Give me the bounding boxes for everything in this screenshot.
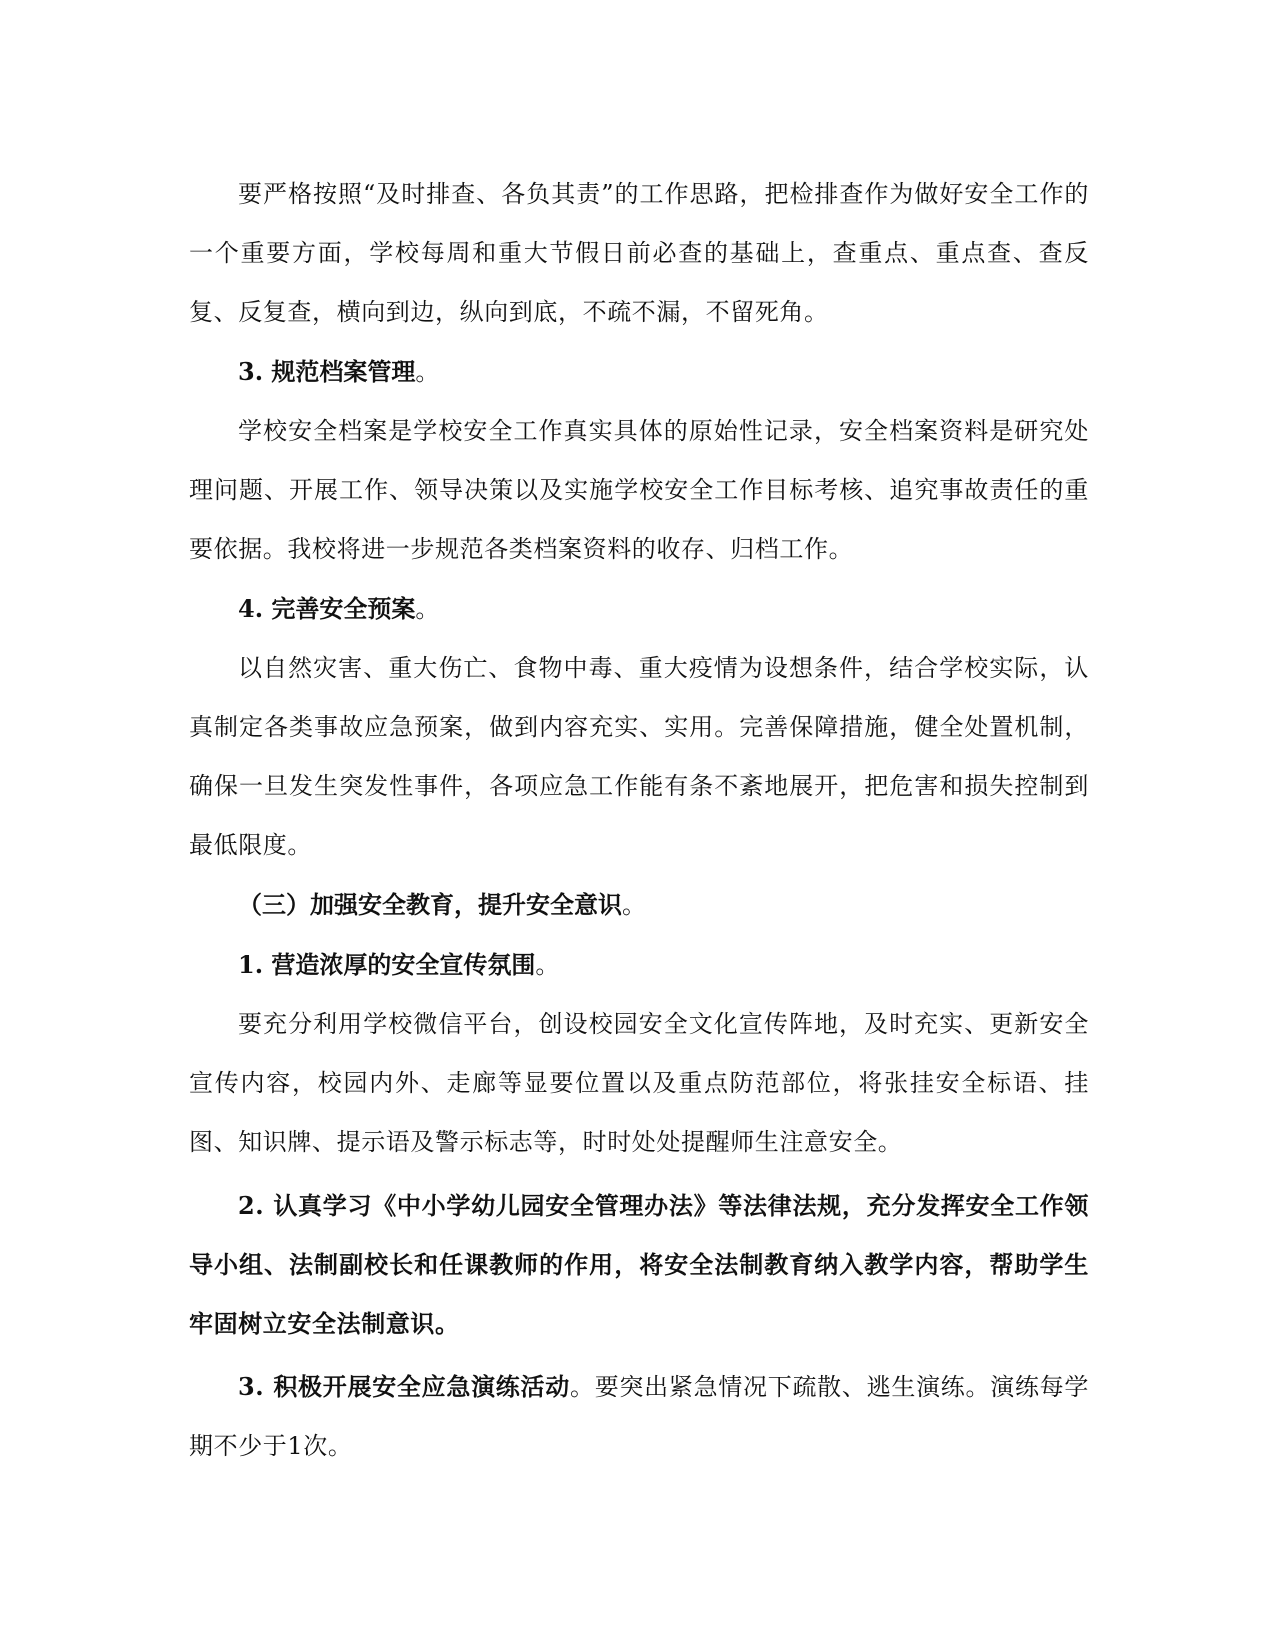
heading-safety-plan-punct: 。 — [415, 595, 440, 623]
section-heading-safety-education — [189, 875, 1089, 935]
paragraph-emergency-drill-text: 。要突出紧急情况下疏散、逃生演练。演练每学期不少于1次。 — [189, 1373, 1089, 1460]
heading-safety-plan — [189, 579, 1089, 639]
heading-safety-atmosphere-title: 1. 营造浓厚的安全宣传氛围 — [238, 950, 536, 979]
heading-safety-plan-title: 4. 完善安全预案 — [238, 594, 416, 623]
paragraph-emergency-drill-title: 3. 积极开展安全应急演练活动 — [238, 1372, 570, 1401]
paragraph-inspection: 要严格按照“及时排查、各负其责”的工作思路，把检排查作为做好安全工作的一个重要方面，学校每周和重大节假日前必查的基础上，查重点、重点查、查反复、反复查，横向到边，纵向到底，不疏不漏，不留死角。 — [189, 180, 1089, 326]
heading-archive-management-title: 3. 规范档案管理 — [238, 357, 416, 386]
paragraph-emergency-drill — [189, 1357, 1089, 1476]
paragraph-safety-plan: 以自然灾害、重大伤亡、食物中毒、重大疫情为设想条件，结合学校实际，认真制定各类事故应急预案，做到内容充实、实用。完善保障措施，健全处置机制，确保一旦发生突发性事件，各项应急工作能有条不紊地展开，把危害和损失控制到最低限度。 — [189, 654, 1089, 859]
paragraph-publicity: 要充分利用学校微信平台，创设校园安全文化宣传阵地，及时充实、更新安全宣传内容，校园内外、走廊等显要位置以及重点防范部位，将张挂安全标语、挂图、知识牌、提示语及警示标志等，时时处处提醒师生注意安全。 — [189, 1010, 1089, 1156]
section-heading-safety-education-punct: 。 — [622, 891, 646, 919]
document-body — [189, 165, 1089, 1476]
heading-archive-management-punct: 。 — [415, 358, 440, 386]
section-heading-safety-education-title: （三）加强安全教育，提升安全意识 — [238, 890, 622, 919]
heading-safety-atmosphere-punct: 。 — [535, 951, 560, 979]
paragraph-archive: 学校安全档案是学校安全工作真实具体的原始性记录，安全档案资料是研究处理问题、开展工作、领导决策以及实施学校安全工作目标考核、追究事故责任的重要依据。我校将进一步规范各类档案资料的收存、归档工作。 — [189, 417, 1089, 563]
heading-safety-atmosphere — [189, 935, 1089, 995]
paragraph-legal-study: 2. 认真学习《中小学幼儿园安全管理办法》等法律法规，充分发挥安全工作领导小组、法制副校长和任课教师的作用，将安全法制教育纳入教学内容，帮助学生牢固树立安全法制意识。 — [189, 1191, 1089, 1338]
heading-archive-management — [189, 342, 1089, 402]
